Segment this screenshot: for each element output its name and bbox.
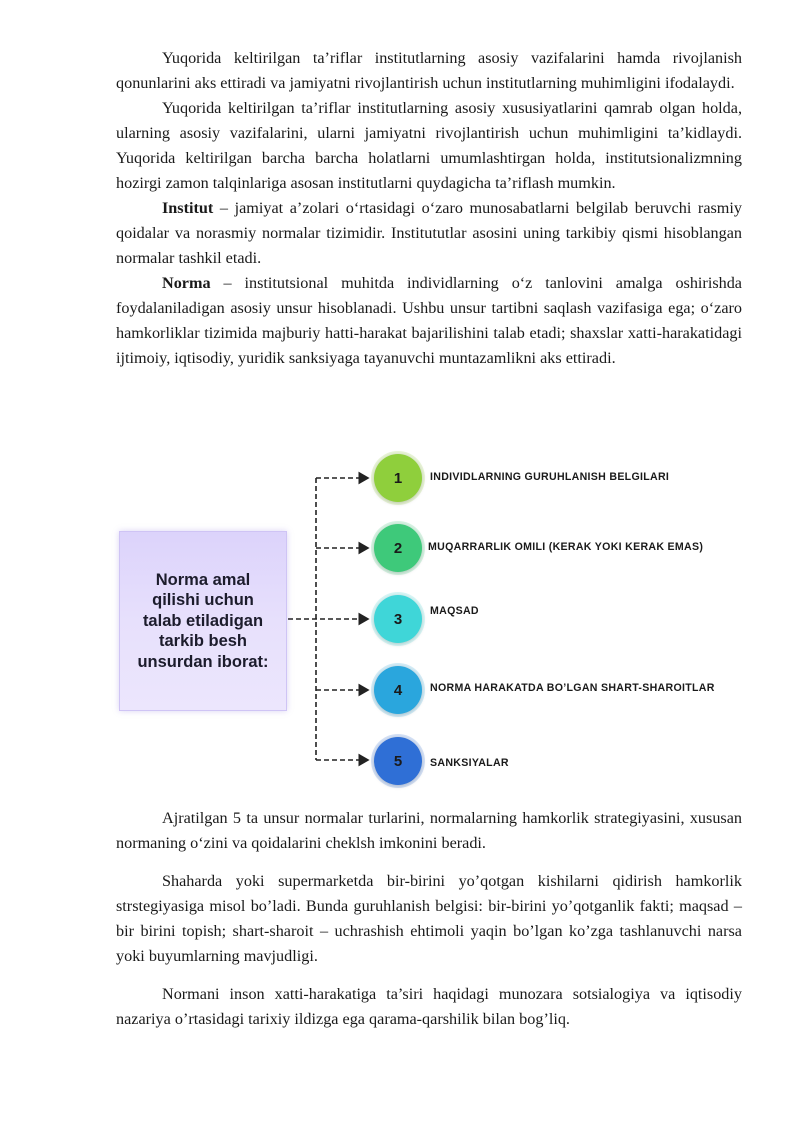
element-circle-4: 4 <box>374 666 422 714</box>
paragraph-7: Normani inson xatti-harakatiga ta’siri haqidagi munozara sotsialogiya va iqtisodiy nazariya o’rtasidagi tarixiy ildizga ega qarama-qarshilik bilan bog’liq. <box>116 985 742 1028</box>
root-box <box>119 531 287 711</box>
element-label-4: NORMA HARAKATDA BO’LGAN SHART-SHAROITLAR <box>430 682 715 694</box>
paragraph-1: Yuqorida keltirilgan ta’riflar institutlarning asosiy vazifalarini hamda rivojlanish qonunlarini aks ettiradi va jamiyatni rivojlantirish uchun institutlarning muhimligini ifodalaydi. <box>116 49 742 92</box>
text-bottom <box>116 806 742 1032</box>
paragraph-5: Ajratilgan 5 ta unsur normalar turlarini, normalarning hamkorlik strategiyasini, xususan normaning o‘zini va qoidalarini cheklsh imkonini beradi. <box>116 809 742 852</box>
paragraph-2: Yuqorida keltirilgan ta’riflar institutlarning asosiy xususiyatlarini qamrab olgan holda, ularning asosiy vazifalarini, ularni jamiyatni rivojlantirish uchun muhimligini ta’kidlaydi. Yuqorida keltirilgan barcha barcha holatlarni umumlashtirgan holda, institutsionalizmning hozirgi zamon talqinlariga asosan institutlarni quydagicha ta’riflash mumkin. <box>116 99 742 192</box>
element-label-2: MUQARRARLIK OMILI (KERAK YOKI KERAK EMAS) <box>428 541 704 553</box>
element-label-3: MAQSAD <box>430 605 479 617</box>
paragraph-institut: Institut – jamiyat a’zolari o‘rtasidagi o‘zaro munosabatlarni belgilab beruvchi rasmiy qoidalar va norasmiy normalar tizimidir. Institututlar asosini uning tarkibiy qismi hisoblangan normalar tashkil etadi. <box>116 199 742 267</box>
term-norma: Norma <box>162 274 211 292</box>
element-circle-1: 1 <box>374 454 422 502</box>
root-label: Norma amal qilishi uchun talab etiladigan tarkib besh unsurdan iborat: <box>137 570 269 671</box>
element-label-1: INDIVIDLARNING GURUHLANISH BELGILARI <box>430 471 670 483</box>
text-top <box>116 46 742 371</box>
term-institut: Institut <box>162 199 214 217</box>
norma-elements-diagram <box>0 447 800 792</box>
paragraph-6: Shaharda yoki supermarketda bir-birini yo’qotgan kishilarni qidirish hamkorlik strstegiyasiga misol bo’ladi. Bunda guruhlanish belgisi: bir-birini yo’qotganlik fakti; maqsad – bir birini topish; shart-sharoit – uchrashish ehtimoli yaqin bo’lgan ko’zga tashlanuvchi narsa yoki buyumlarning mavjudligi. <box>116 872 742 965</box>
element-circle-5: 5 <box>374 737 422 785</box>
element-circle-3: 3 <box>374 595 422 643</box>
paragraph-norma: Norma – institutsional muhitda individlarning o‘z tanlovini amalga oshirishda foydalaniladigan asosiy unsur hisoblanadi. Ushbu unsur tartibni saqlash vazifasiga ega; o‘zaro hamkorliklar tizimida majburiy hatti-harakat bajarilishini talab etadi; shaxslar xatti-harakatidagi ijtimoiy, iqtisodiy, yuridik sanksiyaga tayanuvchi muntazamlikni aks ettiradi. <box>116 274 742 367</box>
element-circle-2: 2 <box>374 524 422 572</box>
element-label-5: SANKSIYALAR <box>430 757 509 769</box>
